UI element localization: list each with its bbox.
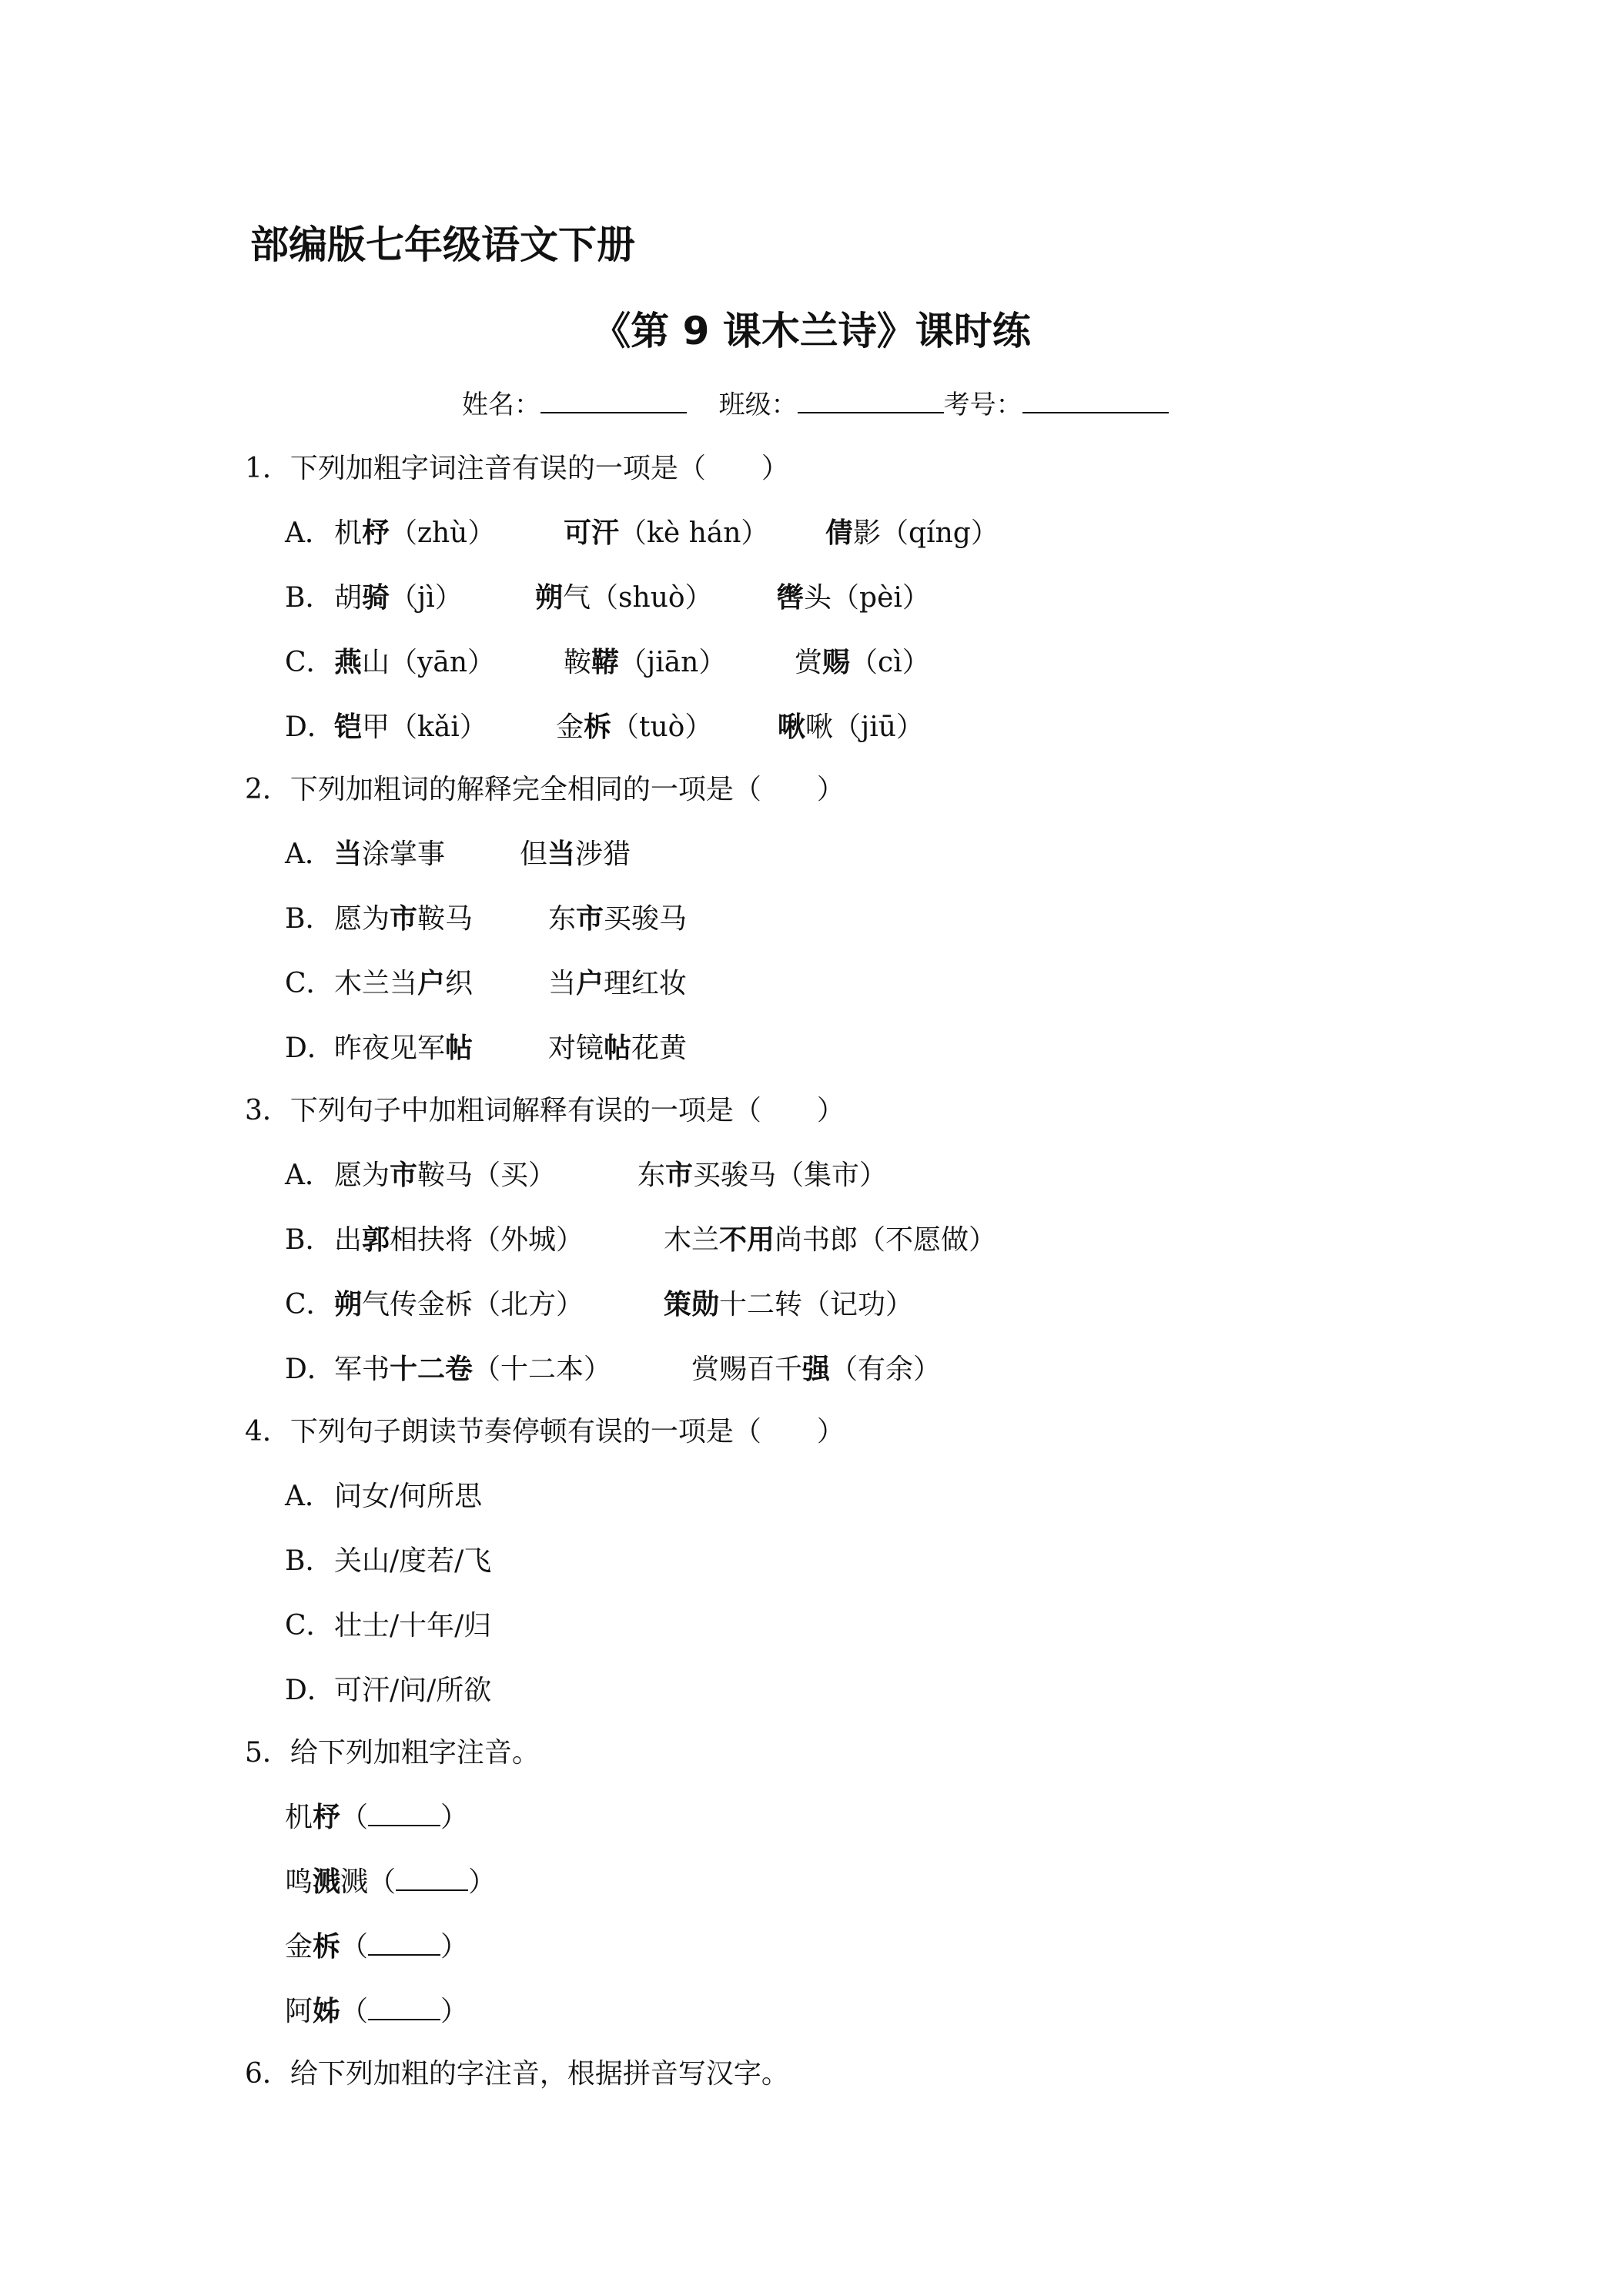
q3-option-c-part2: 策勋十二转（记功）	[664, 1288, 914, 1320]
q1-option-a-word3: 倩影（qíng）	[825, 517, 999, 549]
number-blank[interactable]	[1022, 389, 1169, 413]
class-label: 班级：	[718, 390, 798, 420]
q2-option-c-part2: 当户理红妆	[548, 967, 688, 999]
q1-option-d-word3: 啾啾（jiū）	[778, 711, 924, 743]
q6-stem: 6．给下列加粗的字注音，根据拼音写汉字。	[245, 2058, 789, 2090]
q1-option-b-word3: 辔头（pèi）	[776, 581, 930, 614]
q5-blank-2[interactable]	[396, 1866, 468, 1891]
q2-option-c[interactable]: C．木兰当户织	[285, 967, 474, 999]
q3-option-c[interactable]: C．朔气传金柝（北方）	[285, 1288, 584, 1320]
q3-option-a-part2: 东市买骏马（集市）	[637, 1159, 888, 1191]
q1-option-c-word2: 鞍鞯（jiān）	[564, 646, 727, 678]
q2-option-b[interactable]: B．愿为市鞍马	[285, 902, 474, 935]
q1-option-a-word2: 可汗（kè hán）	[564, 517, 769, 549]
q1-option-d[interactable]: D．铠甲（kǎi）	[285, 711, 487, 743]
q4-option-c[interactable]: C．壮士/十年/归	[285, 1610, 492, 1642]
q5-item-2: 鸣溅溅（ ）	[285, 1866, 497, 1898]
q1-option-b[interactable]: B．胡骑（jì）	[285, 581, 463, 614]
q4-option-a[interactable]: A．问女/何所思	[285, 1481, 483, 1512]
q3-option-b[interactable]: B．出郭相扶将（外城）	[285, 1223, 584, 1256]
q5-stem: 5．给下列加粗字注音。	[245, 1737, 540, 1769]
q1-option-a[interactable]: A．机杼（zhù）	[285, 517, 496, 549]
q3-option-d-part2: 赏赐百千强（有余）	[691, 1353, 942, 1385]
class-blank[interactable]	[798, 389, 944, 413]
q4-option-b[interactable]: B．关山/度若/飞	[285, 1545, 492, 1577]
q1-option-b-word2: 朔气（shuò）	[535, 581, 713, 614]
doc-title: 部编版七年级语文下册	[250, 223, 635, 267]
q3-option-a[interactable]: A．愿为市鞍马（买）	[285, 1159, 557, 1191]
q3-option-b-part2: 木兰不用尚书郎（不愿做）	[664, 1223, 997, 1256]
q1-option-c-word3: 赏赐（cì）	[795, 646, 930, 678]
q5-item-1: 机杼（ ）	[285, 1801, 469, 1833]
q2-option-d[interactable]: D．昨夜见军帖	[285, 1032, 474, 1064]
student-info-line	[462, 383, 1169, 421]
name-blank[interactable]	[540, 389, 687, 413]
q2-option-b-part2: 东市买骏马	[548, 902, 688, 935]
q1-option-d-word2: 金柝（tuò）	[556, 711, 713, 743]
q5-blank-3[interactable]	[368, 1931, 440, 1956]
q1-option-c[interactable]: C．燕山（yān）	[285, 646, 496, 678]
q2-stem: 2．下列加粗词的解释完全相同的一项是（ ）	[245, 774, 845, 805]
q1-stem: 1．下列加粗字词注音有误的一项是（ ）	[245, 453, 789, 484]
q2-option-a-part2: 但当涉猎	[520, 838, 631, 870]
q3-option-d[interactable]: D．军书十二卷（十二本）	[285, 1353, 612, 1385]
q5-blank-4[interactable]	[368, 1996, 440, 2020]
doc-subtitle: 《第 9 课木兰诗》课时练	[592, 309, 1031, 353]
q5-item-3: 金柝（ ）	[285, 1930, 469, 1963]
q5-item-4: 阿姊（ ）	[285, 1995, 469, 2027]
q5-blank-1[interactable]	[368, 1802, 440, 1826]
q2-option-d-part2: 对镜帖花黄	[548, 1032, 688, 1064]
number-label: 考号：	[943, 390, 1022, 420]
q2-option-a[interactable]: A．当涂掌事	[285, 838, 446, 870]
q3-stem: 3．下列句子中加粗词解释有误的一项是（ ）	[245, 1095, 845, 1126]
name-label: 姓名：	[462, 390, 540, 420]
q4-stem: 4．下列句子朗读节奏停顿有误的一项是（ ）	[245, 1416, 845, 1448]
q4-option-d[interactable]: D．可汗/问/所欲	[285, 1675, 492, 1706]
